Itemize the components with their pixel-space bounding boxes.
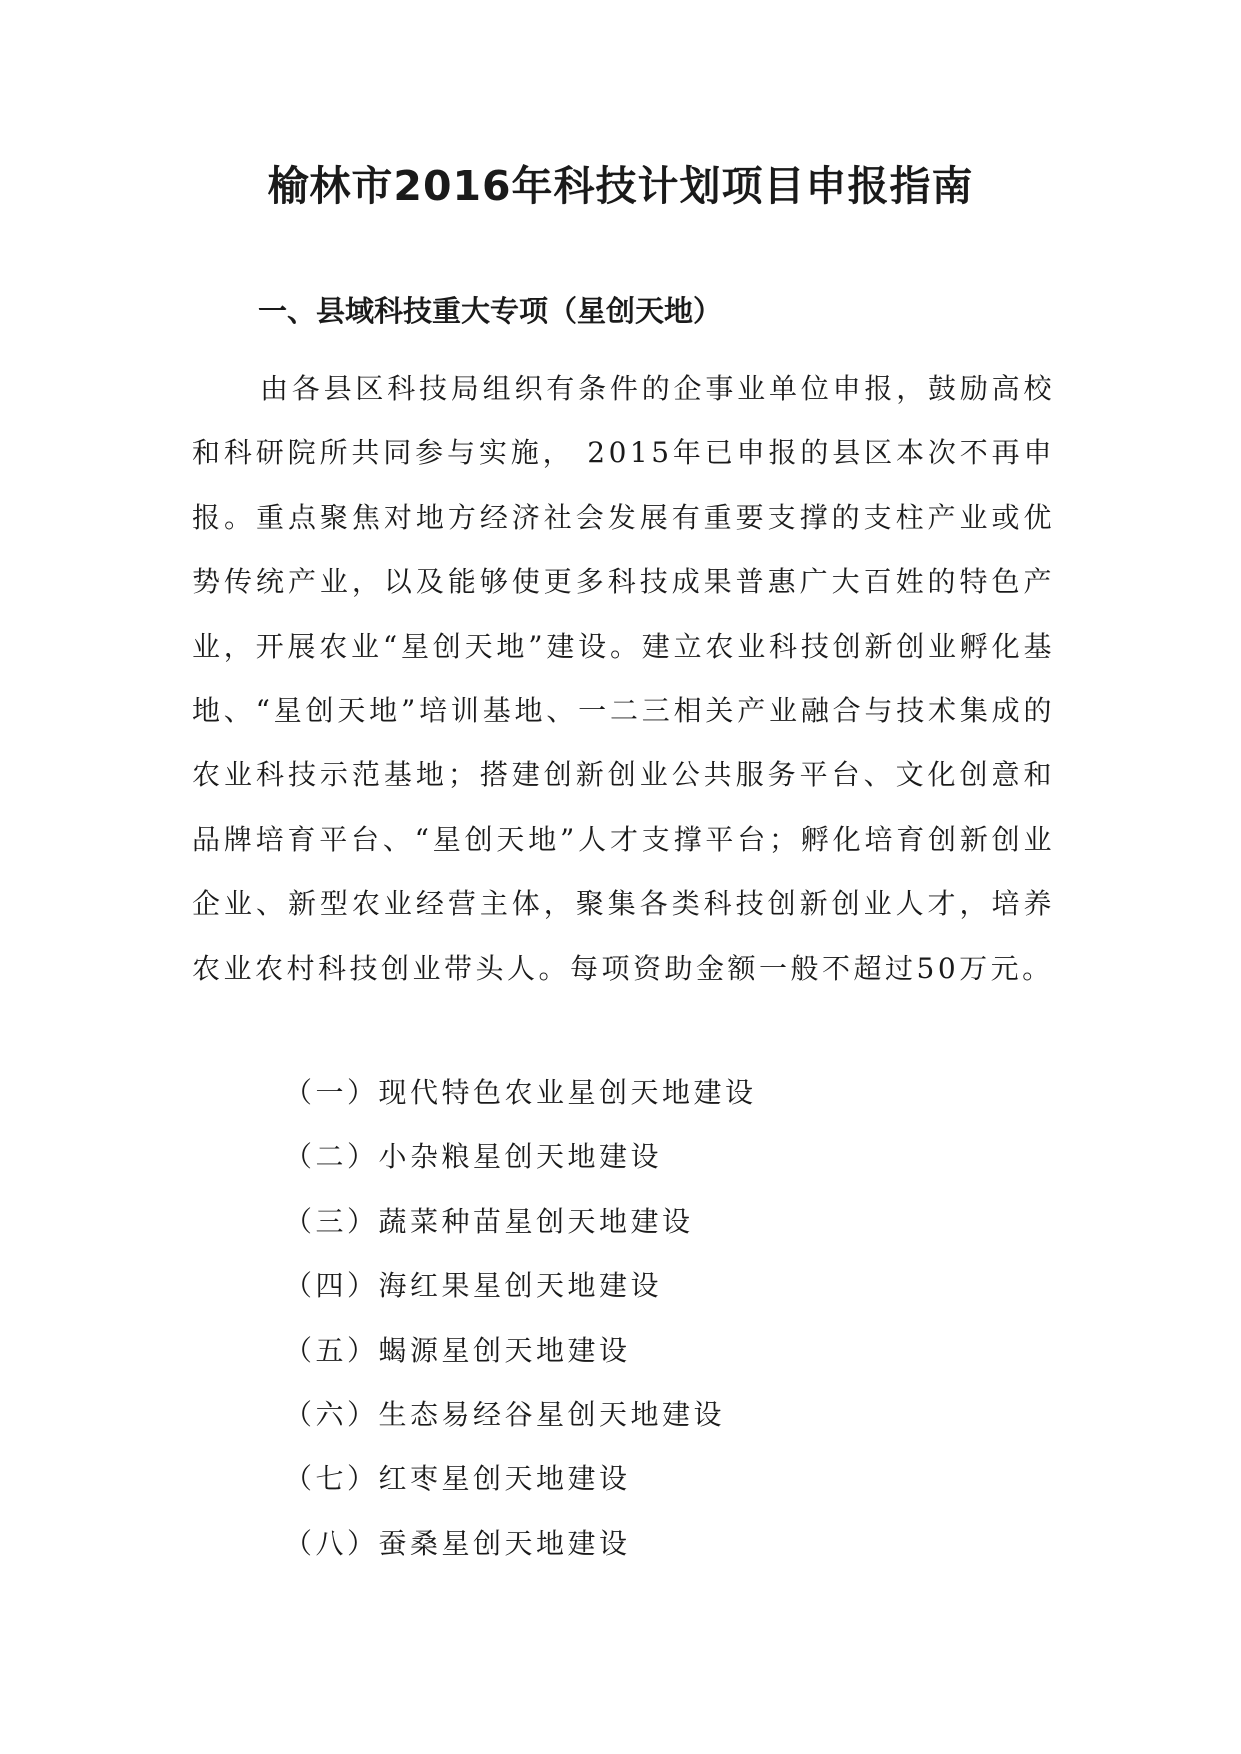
- list-item: （七）红枣星创天地建设: [284, 1462, 631, 1496]
- list-item: （四）海红果星创天地建设: [284, 1269, 663, 1303]
- list-item: （八）蚕桑星创天地建设: [284, 1526, 631, 1560]
- section-heading: 一、县域科技重大专项（星创天地）: [258, 294, 723, 328]
- project-item-list: [284, 1061, 1064, 1576]
- list-item: （五）蝎源星创天地建设: [284, 1333, 631, 1367]
- list-item: （六）生态易经谷星创天地建设: [284, 1397, 726, 1431]
- list-item: （二）小杂粮星创天地建设: [284, 1140, 663, 1174]
- section-paragraph: 由各县区科技局组织有条件的企事业单位申报，鼓励高校和科研院所共同参与实施， 2015年已申报的县区本次不再申报。重点聚焦对地方经济社会发展有重要支撑的支柱产业或优势传统产业，以及能够使更多科技成果普惠广大百姓的特色产业，开展农业“星创天地”建设。建立农业科技创新创业孵化基地、“星创天地”培训基地、一二三相关产业融合与技术集成的农业科技示范基地；搭建创新创业公共服务平台、文化创意和品牌培育平台、“星创天地”人才支撑平台；孵化培育创新创业企业、新型农业经营主体，聚集各类科技创新创业人才，培养农业农村科技创业带头人。每项资助金额一般不超过50万元。: [192, 372, 1055, 985]
- list-item: （三）蔬菜种苗星创天地建设: [284, 1204, 694, 1238]
- document-title: 榆林市2016年科技计划项目申报指南: [267, 162, 974, 210]
- list-item: （一）现代特色农业星创天地建设: [284, 1076, 757, 1109]
